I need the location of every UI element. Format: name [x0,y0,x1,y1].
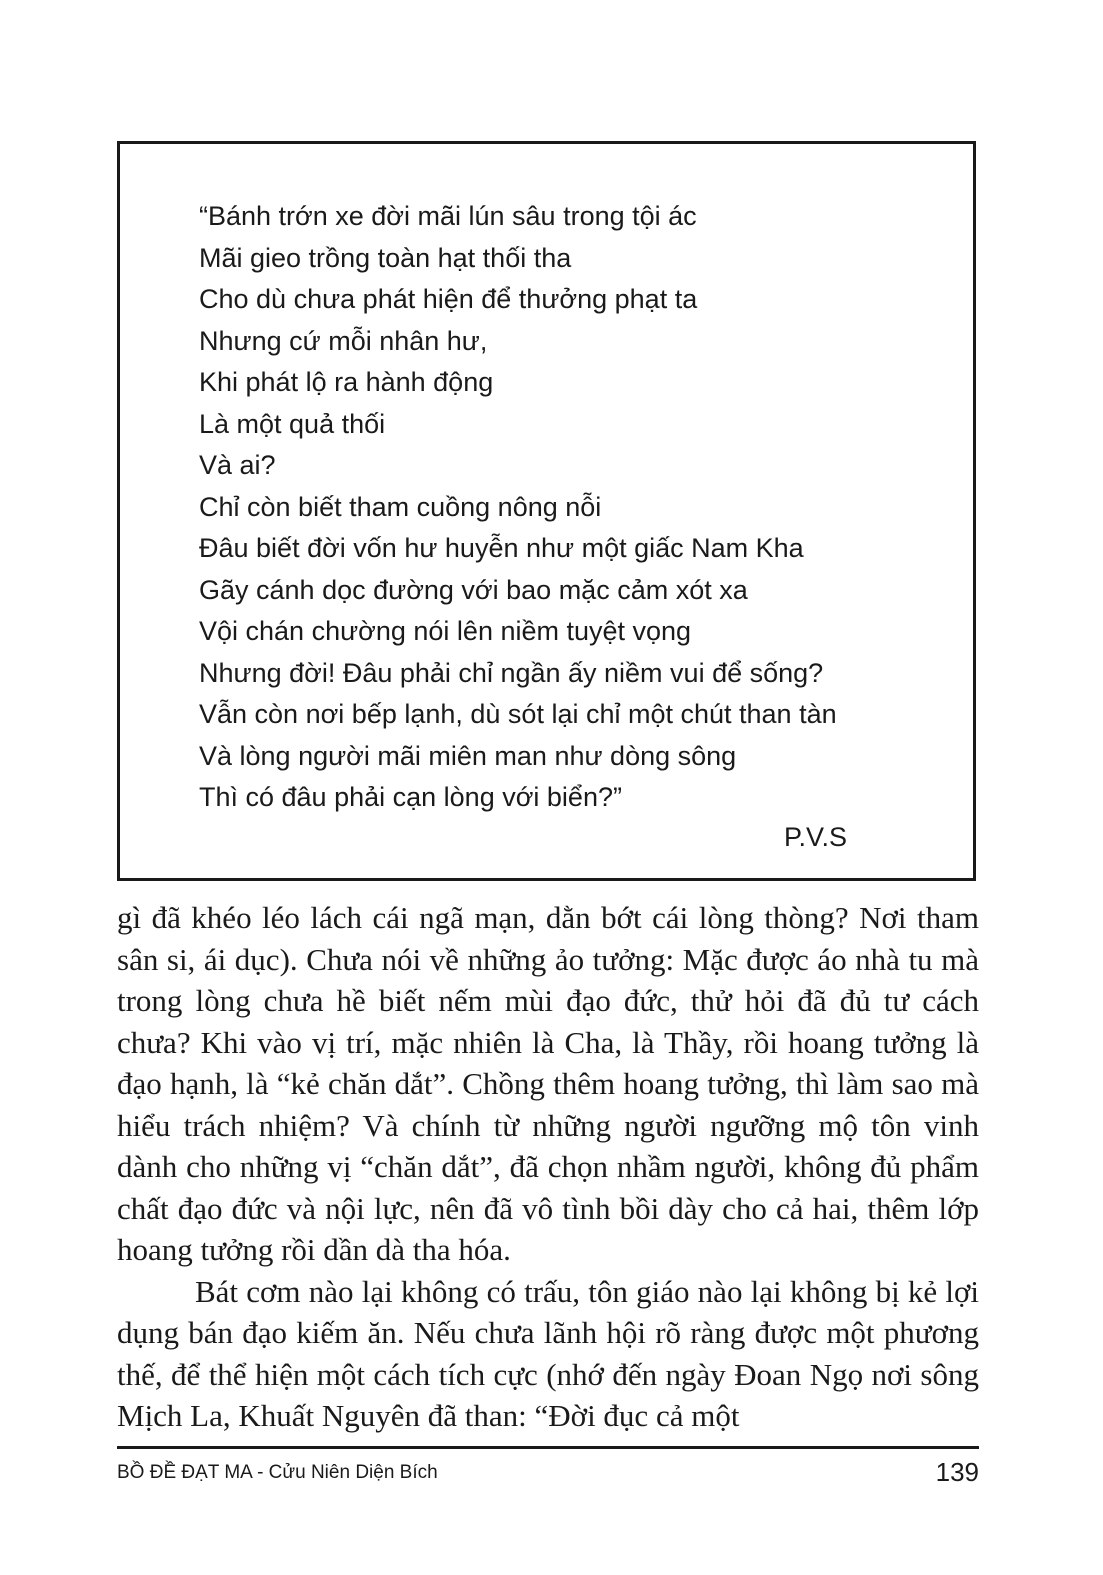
body-paragraph-2: Bát cơm nào lại không có trấu, tôn giáo nào lại không bị kẻ lợi dụng bán đạo kiếm ăn. Nếu chưa lãnh hội rõ ràng được một phương thế, để thể hiện một cách tích cực (nhớ đến ngày Đoan Ngọ nơi sông Mịch La, Khuất Nguyên đã than: “Đời đục cả một [117,1273,979,1433]
poem-line: “Bánh trớn xe đời mãi lún sâu trong tội ác [199,201,697,231]
poem-line: Gãy cánh dọc đường với bao mặc cảm xót xa [199,574,748,605]
poem-line: Và lòng người mãi miên man như dòng sông [199,740,737,771]
footer-book-title: BỒ ĐỀ ĐẠT MA - Cửu Niên Diện Bích [117,1462,438,1483]
poem-line: Là một quả thối [199,408,386,439]
page-number: 139 [935,1457,979,1487]
poem-line: Nhưng cứ mỗi nhân hư, [199,325,488,356]
poem-line: Khi phát lộ ra hành động [199,367,494,397]
body-text [117,897,979,1437]
poem-line: Cho dù chưa phát hiện để thưởng phạt ta [199,284,698,314]
poem-line: Nhưng đời! Đâu phải chỉ ngần ấy niềm vui để sống? [199,657,824,688]
poem-line: Mãi gieo trồng toàn hạt thối tha [199,242,572,273]
poem-line: Và ai? [199,450,276,480]
poem-line: Vẫn còn nơi bếp lạnh, dù sót lại chỉ một chút than tàn [199,699,837,729]
poem-box [117,141,976,881]
body-paragraph-1: gì đã khéo léo lách cái ngã mạn, dằn bớt cái lòng thòng? Nơi tham sân si, ái dục). Chưa nói về những ảo tưởng: Mặc được áo nhà tu mà trong lòng chưa hề biết nếm mùi đạo đức, thử hỏi đã đủ tư cách chưa? Khi vào vị trí, mặc nhiên là Cha, là Thầy, rồi hoang tưởng là đạo hạnh, là “kẻ chăn dắt”. Chồng thêm hoang tưởng, thì làm sao mà hiểu trách nhiệm? Và chính từ những người ngưỡng mộ tôn vinh dành cho những vị “chăn dắt”, đã chọn nhầm người, không đủ phẩm chất đạo đức và nội lực, nên đã vô tình bồi dày cho cả hai, thêm lớp hoang tưởng rồi dần dà tha hóa. [117,900,979,1267]
poem-line: Thì có đâu phải cạn lòng với biển?” [199,782,622,812]
poem-line: Chỉ còn biết tham cuồng nông nỗi [199,491,602,522]
poem-lines [199,196,837,819]
poem-line: Đâu biết đời vốn hư huyễn như một giấc Nam Kha [199,533,804,563]
poem-author: P.V.S [784,822,848,852]
poem-line: Vội chán chường nói lên niềm tuyệt vọng [199,616,692,646]
footer-rule [117,1446,979,1449]
